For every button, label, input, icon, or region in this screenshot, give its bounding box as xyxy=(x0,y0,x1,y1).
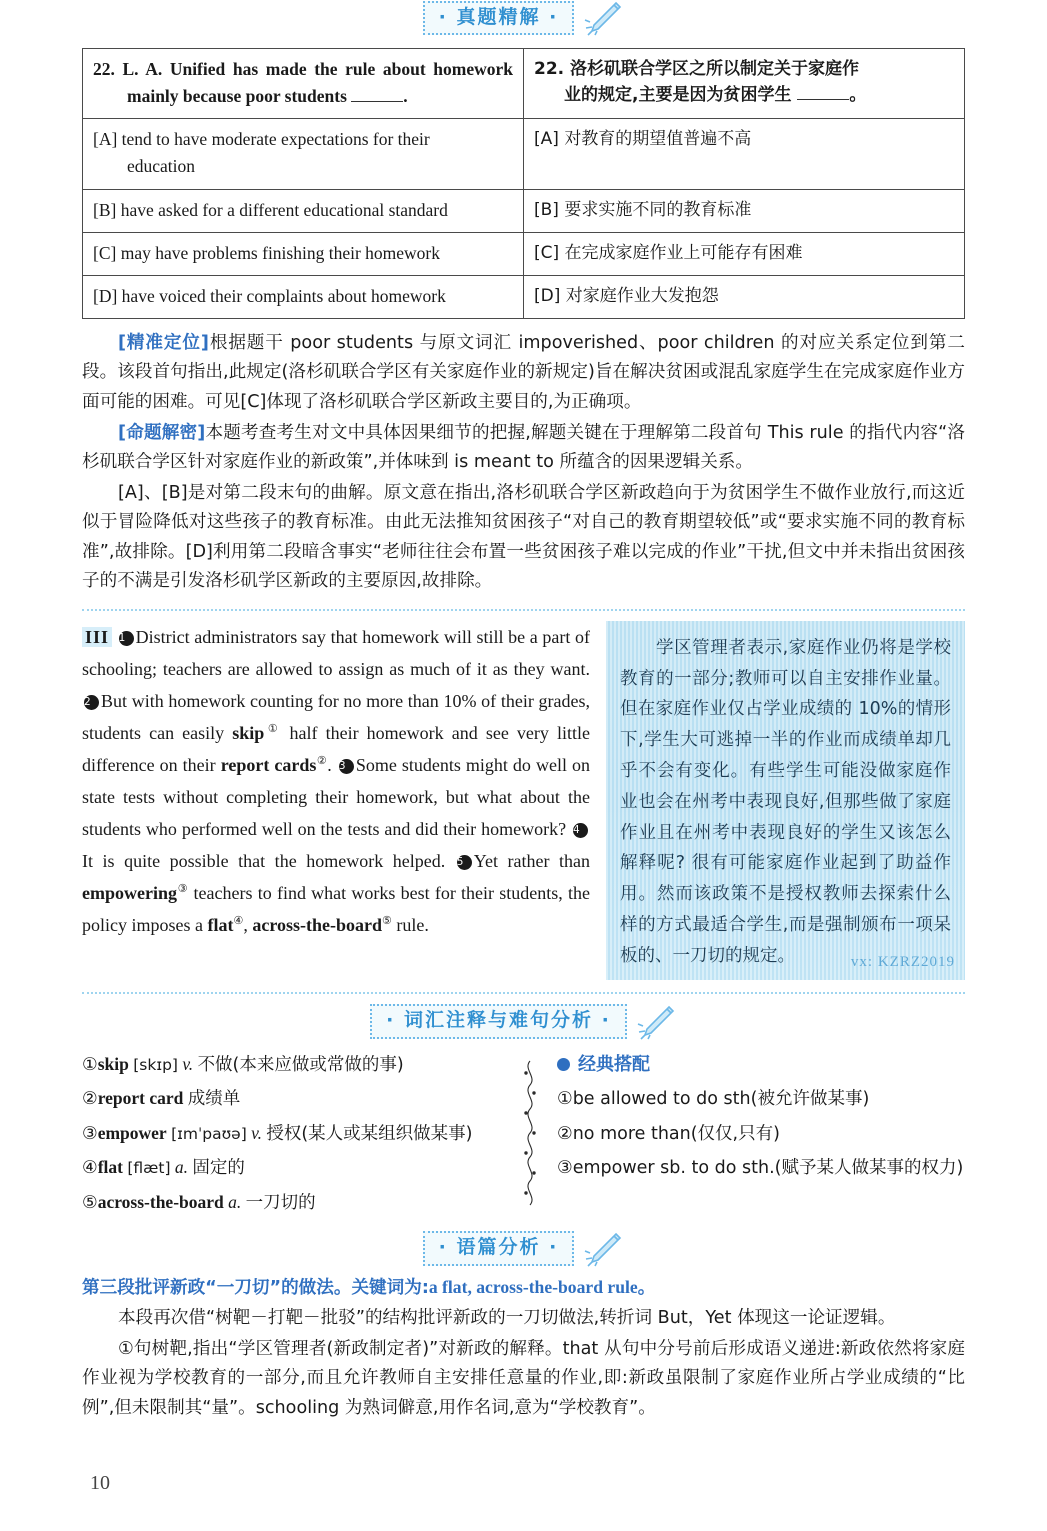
footnote-ref-2: ② xyxy=(316,754,328,767)
option-b-en-text: have asked for a different educational standard xyxy=(120,199,448,220)
option-c-en-text: may have problems finishing their homework xyxy=(120,242,441,263)
vocab-def: 一刀切的 xyxy=(245,1192,316,1213)
option-a-en-line2: education xyxy=(127,156,196,177)
explanation-decode xyxy=(82,419,965,478)
option-b-label: [B] xyxy=(93,199,117,220)
vocab-pos: v. xyxy=(251,1122,262,1143)
sentence-marker-2: 2 xyxy=(84,695,99,710)
vocab-num: ① xyxy=(82,1053,98,1074)
question-number-zh: 22. xyxy=(534,59,565,79)
vocab-def: 不做(本来应做或常做的事) xyxy=(197,1054,404,1075)
section-divider-top xyxy=(82,609,965,611)
collocation-list xyxy=(553,1048,965,1221)
vocab-num: ③ xyxy=(82,1122,98,1143)
vocab-section xyxy=(82,1048,965,1221)
question-table xyxy=(82,48,965,319)
vocab-word: flat xyxy=(97,1157,123,1178)
footnote-ref-1: ① xyxy=(264,722,282,735)
answer-blank-en xyxy=(351,101,403,102)
footnote-ref-4: ④ xyxy=(233,915,244,928)
vocab-word: across-the-board xyxy=(97,1191,224,1212)
passage-sentence-5d: rule. xyxy=(391,915,429,936)
answer-blank-zh xyxy=(797,99,849,100)
sentence-marker-5: 5 xyxy=(457,855,472,870)
sentence-marker-4: 4 xyxy=(573,823,588,838)
list-item xyxy=(557,1151,965,1186)
keyword-flat: flat xyxy=(207,915,234,936)
sentence-marker-3: 3 xyxy=(339,759,354,774)
list-item xyxy=(82,1082,507,1117)
discourse-badge: · 语篇分析 · xyxy=(423,1231,575,1266)
passage-sentence-2b: half their homework and see very little difference on their xyxy=(82,722,591,775)
passage-sentence-1: District administrators say that homework will still be a part of schooling; teachers are allowed to assign as much of it as they want. xyxy=(82,626,591,679)
discourse-badge-row xyxy=(82,1231,965,1267)
list-item xyxy=(82,1048,507,1083)
option-b-zh-text: 要求实施不同的教育标准 xyxy=(564,199,752,220)
table-row-stem xyxy=(83,49,965,119)
option-c-label: [C] xyxy=(93,242,117,263)
vocab-badge-row xyxy=(82,1004,965,1040)
collocation-text: be allowed to do sth(被允许做某事) xyxy=(572,1089,870,1110)
footnote-ref-5: ⑤ xyxy=(382,915,392,928)
discourse-key-en: a flat, across-the-board rule xyxy=(428,1276,638,1297)
vocab-word: empower xyxy=(97,1122,167,1143)
discourse-key-line xyxy=(82,1273,965,1304)
option-d-label: [D] xyxy=(93,285,118,306)
passage-sentence-2c: . xyxy=(327,754,332,775)
vocab-pos: v. xyxy=(182,1053,194,1074)
table-row-option-a[interactable] xyxy=(83,119,965,189)
wavy-divider xyxy=(507,1048,553,1221)
vocab-ipa: [flæt] xyxy=(127,1159,171,1178)
discourse-key-end: 。 xyxy=(637,1277,656,1298)
collocation-num: ① xyxy=(557,1088,573,1109)
decode-tag: [命题解密] xyxy=(118,422,206,443)
option-d-en-text: have voiced their complaints about homework xyxy=(121,285,446,306)
vocab-def: 授权(某人或某组织做某事) xyxy=(266,1123,473,1144)
collocation-title: 经典搭配 xyxy=(578,1053,650,1075)
explanation-distractors: [A]、[B]是对第二段末句的曲解。原文意在指出,洛杉矶联合学区新政趋向于为贫困学生不做作业放行,而这近似于冒险降低对这些孩子的教育标准。由此无法推知贫困孩子“对自己的教育期望较低”或“要求实施不同的教育标准”,故排除。[D]利用第二段暗含事实“老师往往会布置一些贫困孩子难以完成的作业”干扰,但文中并未指出贫困孩子的不满是引发洛杉矶学区新政的主要原因,故排除。 xyxy=(82,482,965,592)
sentence-marker-1: 1 xyxy=(119,631,134,646)
passage-sentence-5c: , xyxy=(243,915,253,936)
vocab-word: report card xyxy=(97,1088,184,1109)
collocation-text: no more than(仅仅,只有) xyxy=(572,1123,780,1144)
passage-sentence-3: Some students might do well on state tests without completing their homework, but what about the students who performed well on the tests and did their homework? xyxy=(82,754,590,839)
locate-text: 根据题干 poor students 与原文词汇 impoverished、poor children 的对应关系定位到第二段。该段首句指出,此规定(洛杉矶联合学区有关家庭作业的新规定)旨在解决贫困或混乱家庭学生在完成家庭作业方面可能的困难。可见[C]体现了洛杉矶联合学区新政主要目的,为正确项。 xyxy=(82,332,965,412)
pencil-icon xyxy=(584,0,624,36)
option-a-label-zh: [A] xyxy=(534,129,559,150)
list-item xyxy=(82,1186,507,1221)
vocab-def: 成绩单 xyxy=(187,1089,241,1110)
vocab-pos: a. xyxy=(228,1191,242,1212)
passage-sentence-5a: Yet rather than xyxy=(473,851,591,872)
table-row-option-b[interactable] xyxy=(83,189,965,232)
explanation-block xyxy=(82,329,965,597)
locate-tag: [精准定位] xyxy=(118,332,209,353)
stem-en-line1: L. A. Unified has made the rule about homework xyxy=(122,59,514,79)
option-c-zh-text: 在完成家庭作业上可能存有困难 xyxy=(564,242,803,263)
stem-en-line2: mainly because poor students xyxy=(127,86,347,107)
vocab-num: ⑤ xyxy=(82,1191,98,1212)
discourse-para-2: ①句树靶,指出“学区管理者(新政制定者)”对新政的解释。that 从句中分号前后形成语义递进:新政依然将家庭作业视为学校教育的一部分,而且允许教师自主安排任意量的作业,即:新政虽限制了家庭作业所占学业成绩的“比例”,但未限制其“量”。schooling 为熟词僻意,用作名词,意为“学校教育”。 xyxy=(82,1338,965,1418)
vocab-def: 固定的 xyxy=(192,1158,245,1179)
translation-text: 学区管理者表示,家庭作业仍将是学校教育的一部分;教师可以自主安排作业量。但在家庭作业仅占学业成绩的 10%的情形下,学生大可逃掉一半的作业而成绩单却几乎不会有变化。有些学生可能没做家庭作业也会在州考中表现良好,但那些做了家庭作业且在州考中表现良好的学生又该怎么解释呢? 很有可能家庭作业起到了助益作用。然而该政策不是授权教师去探索什么样的方式最适合学生,而是强制颁布一项呆板的、一刀切的规定。 xyxy=(620,637,951,966)
option-d-en[interactable] xyxy=(83,275,524,318)
list-item xyxy=(82,1151,507,1186)
option-d-zh-text: 对家庭作业大发抱怨 xyxy=(565,285,719,306)
vocab-pos: a. xyxy=(174,1157,189,1178)
passage-sentence-2a: But with homework counting for no more than 10% of their grades, students can easily xyxy=(82,690,590,743)
stem-en-cell xyxy=(83,49,524,119)
option-d-label-zh: [D] xyxy=(534,285,561,306)
passage-sentence-4: It is quite possible that the homework helped. xyxy=(82,851,446,872)
exam-analysis-badge: · 真题精解 · xyxy=(423,1,575,36)
english-passage xyxy=(82,621,590,941)
vocab-ipa: [ɪmˈpaʊə] xyxy=(171,1124,247,1143)
stem-en-tail: . xyxy=(403,86,408,107)
vocab-list xyxy=(82,1048,507,1221)
list-item xyxy=(82,1117,507,1152)
stem-zh-cell xyxy=(524,49,965,119)
vocab-num: ④ xyxy=(82,1157,98,1178)
collocation-heading xyxy=(557,1048,965,1083)
wavy-divider-icon xyxy=(515,1059,545,1209)
option-d-zh[interactable] xyxy=(524,275,965,318)
stem-zh-line2: 业的规定,主要是因为贫困学生 xyxy=(564,85,792,106)
table-row-option-c[interactable] xyxy=(83,232,965,275)
keyword-across-the-board: across-the-board xyxy=(252,915,383,936)
discourse-analysis xyxy=(82,1273,965,1424)
vocab-notes-badge: · 词汇注释与难句分析 · xyxy=(370,1004,627,1039)
option-a-zh[interactable] xyxy=(524,119,965,189)
discourse-para-1: 本段再次借“树靶－打靶－批驳”的结构批评新政的一刀切做法,转折词 But，Yet 体现这一论证逻辑。 xyxy=(118,1308,896,1329)
keyword-skip: skip xyxy=(232,722,265,743)
passage-sentence-5b: teachers to find what works best for their students, the policy imposes a xyxy=(82,883,590,936)
option-a-en[interactable] xyxy=(83,119,524,189)
chinese-translation-box xyxy=(606,621,965,980)
table-row-option-d[interactable] xyxy=(83,275,965,318)
option-b-label-zh: [B] xyxy=(534,199,559,220)
list-item xyxy=(557,1117,965,1152)
list-item xyxy=(557,1082,965,1117)
decode-text: 本题考查考生对文中具体因果细节的把握,解题关键在于理解第二段首句 This rule 的指代内容“洛杉矶联合学区针对家庭作业的新政策”,并体味到 is meant to 所蕴含的因果逻辑关系。 xyxy=(82,422,965,473)
vocab-ipa: [skɪp] xyxy=(133,1055,178,1074)
option-a-label: [A] xyxy=(93,129,118,150)
option-c-label-zh: [C] xyxy=(534,242,560,263)
passage-section xyxy=(82,621,965,980)
bullet-dot-icon xyxy=(557,1058,570,1071)
option-b-zh[interactable] xyxy=(524,189,965,232)
option-c-en[interactable] xyxy=(83,232,524,275)
option-c-zh[interactable] xyxy=(524,232,965,275)
footnote-ref-3: ③ xyxy=(176,883,189,896)
stem-zh-line1: 洛杉矶联合学区之所以制定关于家庭作 xyxy=(570,59,860,79)
exam-analysis-badge-row xyxy=(82,0,965,36)
keyword-empowering: empowering xyxy=(82,883,177,904)
option-b-en[interactable] xyxy=(83,189,524,232)
pencil-icon xyxy=(637,1004,677,1040)
discourse-key-cn: 第三段批评新政“一刀切”的做法。关键词为: xyxy=(82,1277,429,1298)
question-number: 22. xyxy=(93,59,115,79)
option-a-zh-text: 对教育的期望值普遍不高 xyxy=(564,129,752,150)
option-a-en-line1: tend to have moderate expectations for their xyxy=(121,129,430,150)
page-number: 10 xyxy=(90,1472,110,1494)
section-divider-middle xyxy=(82,992,965,994)
collocation-text: empower sb. to do sth.(赋予某人做某事的权力) xyxy=(572,1158,964,1179)
pencil-icon xyxy=(584,1231,624,1267)
stem-zh-tail: 。 xyxy=(849,85,867,106)
collocation-num: ③ xyxy=(557,1157,573,1178)
explanation-locate xyxy=(82,329,965,418)
keyword-report-cards: report cards xyxy=(220,754,317,775)
collocation-num: ② xyxy=(557,1122,573,1143)
watermark: vx: KZRZ2019 xyxy=(850,954,955,971)
vocab-num: ② xyxy=(82,1088,98,1109)
paragraph-roman-numeral: III xyxy=(82,627,112,647)
vocab-word: skip xyxy=(97,1053,129,1074)
